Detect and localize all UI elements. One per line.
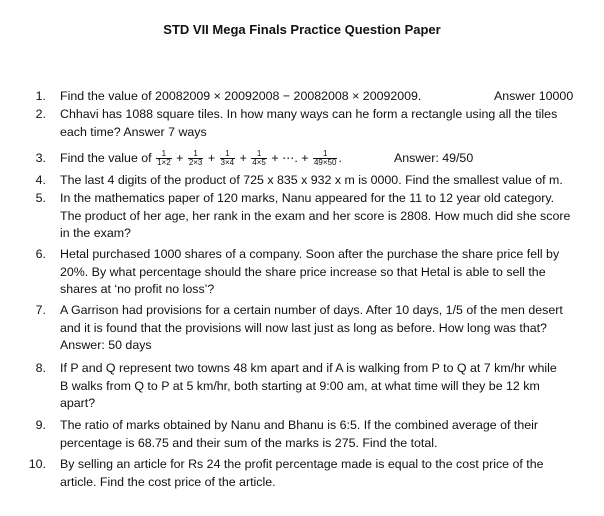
fraction-numerator: 1: [156, 150, 172, 159]
question-number: 6.: [35, 247, 46, 261]
fraction: [156, 150, 172, 167]
question-text: [60, 302, 590, 355]
question-number: 3.: [35, 151, 46, 165]
question-line: The product of her age, her rank in the exam and her score is 2808. How much did she score: [60, 208, 571, 223]
question-text: [60, 456, 590, 491]
fraction-numerator: 1: [188, 150, 204, 159]
question-number: 4.: [35, 173, 46, 187]
question-answer: Answer: 49/50: [394, 151, 474, 165]
question-suffix: .: [338, 151, 342, 165]
question-text: [60, 246, 590, 299]
fraction-denominator: 49×50: [313, 158, 337, 168]
question-text: [60, 106, 590, 141]
question-line: The ratio of marks obtained by Nanu and Bhanu is 6:5. If the combined average of their: [60, 418, 539, 432]
question-line: By selling an article for Rs 24 the profit percentage made is equal to the cost price of the: [60, 457, 544, 471]
fraction-numerator: 1: [313, 150, 337, 159]
ellipsis-sign: + ⋯. +: [271, 151, 309, 165]
plus-sign: +: [239, 151, 247, 165]
question-line: article. Find the cost price of the article.: [60, 474, 276, 489]
fraction: [220, 150, 236, 167]
question-line: [60, 150, 590, 168]
question-number: 5.: [35, 191, 46, 205]
fraction-numerator: 1: [220, 150, 236, 159]
question-text: [60, 190, 590, 243]
question-number: 9.: [35, 418, 46, 432]
question-prefix: Find the value of: [60, 151, 152, 165]
fraction: [313, 150, 337, 167]
fraction-denominator: 2×3: [188, 158, 203, 168]
question-text: [60, 172, 590, 190]
question-line: Answer: 50 days: [60, 338, 152, 353]
question-line: If P and Q represent two towns 48 km apart and if A is walking from P to Q at 7 km/hr while: [60, 361, 557, 375]
question-text: [60, 150, 590, 168]
question-number: 8.: [35, 361, 46, 375]
question-line: shares at ‘no profit no loss’?: [60, 282, 215, 297]
question-line: and it is found that the provisions will now last just as long as before. How long was that?: [60, 320, 547, 335]
fraction-denominator: 1×2: [157, 158, 171, 168]
fraction-numerator: 1: [251, 150, 267, 159]
fraction-denominator: 4×5: [252, 158, 266, 168]
fraction: [188, 150, 204, 167]
question-number: 7.: [35, 303, 46, 317]
page-title: STD VII Mega Finals Practice Question Paper: [163, 22, 441, 37]
question-text: [60, 360, 590, 413]
question-line: apart?: [60, 396, 96, 411]
question-line: Find the value of 20082009 × 20092008 − 20082008 × 20092009.: [60, 89, 422, 103]
question-line: 20%. By what percentage should the share price increase so that Hetal is able to sell the: [60, 264, 546, 279]
question-line: Chhavi has 1088 square tiles. In how many ways can he form a rectangle using all the tiles: [60, 107, 558, 121]
fraction: [251, 150, 267, 167]
plus-sign: +: [207, 151, 216, 165]
question-number: 10.: [28, 457, 46, 471]
question-line: in the exam?: [60, 226, 131, 241]
question-line: A Garrison had provisions for a certain number of days. After 10 days, 1/5 of the men desert: [60, 303, 563, 317]
question-answer: Answer 10000: [494, 89, 574, 103]
question-text: [60, 417, 590, 452]
question-line: B walks from Q to P at 5 km/hr, both starting at 9:00 am, at what time will they be 12 km: [60, 378, 540, 393]
question-line: Hetal purchased 1000 shares of a company. Soon after the purchase the share price fell by: [60, 247, 560, 261]
question-line: each time? Answer 7 ways: [60, 124, 207, 139]
question-number: 2.: [35, 107, 46, 121]
question-line: percentage is 68.75 and their sum of the marks is 275. Find the total.: [60, 435, 438, 450]
fraction-denominator: 3×4: [220, 158, 235, 168]
question-line: The last 4 digits of the product of 725 x 835 x 932 x m is 0000. Find the smallest value of m.: [60, 173, 563, 187]
question-number: 1.: [35, 89, 46, 103]
question-line: In the mathematics paper of 120 marks, Nanu appeared for the 11 to 12 year old category.: [60, 191, 555, 205]
plus-sign: +: [176, 151, 184, 165]
